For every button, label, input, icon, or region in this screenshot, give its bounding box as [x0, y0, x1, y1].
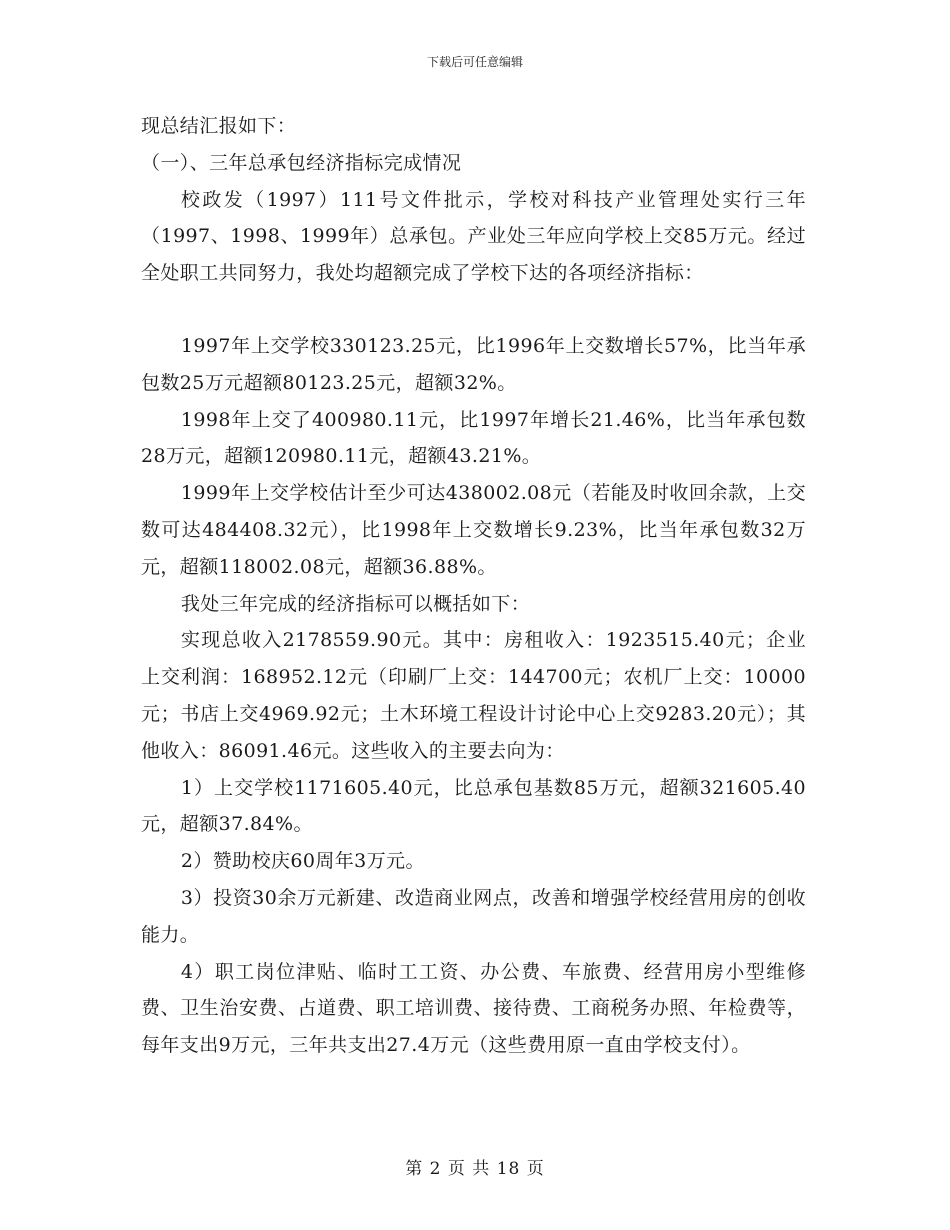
section-heading: （一）、三年总承包经济指标完成情况	[141, 151, 462, 174]
paragraph: 校政发（1997）111号文件批示，学校对科技产业管理处实行三年（1997、1998、1999年）总承包。产业处三年应向学校上交85万元。经过全处职工共同努力，我处均超额完成了学校下达的各项经济指标：	[141, 188, 806, 285]
list-item: 1）上交学校1171605.40元，比总承包基数85万元，超额321605.40元，超额37.84%。	[141, 776, 806, 836]
intro-line: 现总结汇报如下：	[141, 115, 297, 137]
document-body	[141, 108, 806, 1064]
list-item: 3）投资30余万元新建、改造商业网点，改善和增强学校经营用房的创收能力。	[141, 886, 806, 946]
paragraph: 实现总收入2178559.90元。其中：房租收入：1923515.40元；企业上交利润：168952.12元（印刷厂上交：144700元；农机厂上交：10000元；书店上交4969.92元；土木环境工程设计讨论中心上交9283.20元）；其他收入：86091.46元。这些收入的主要去向为：	[141, 629, 806, 762]
paragraph: 1997年上交学校330123.25元，比1996年上交数增长57%，比当年承包数25万元超额80123.25元，超额32%。	[141, 334, 806, 394]
blank-line	[141, 292, 806, 328]
page-header: 下载后可任意编辑	[426, 55, 523, 69]
list-item: 4）职工岗位津贴、临时工工资、办公费、车旅费、经营用房小型维修费、卫生治安费、占道费、职工培训费、接待费、工商税务办照、年检费等，每年支出9万元，三年共支出27.4万元（这些费用原一直由学校支付）。	[141, 960, 806, 1057]
paragraph: 1998年上交了400980.11元，比1997年增长21.46%，比当年承包数28万元，超额120980.11元，超额43.21%。	[141, 408, 806, 468]
page-footer: 第 2 页 共 18 页	[405, 1159, 545, 1179]
list-item: 2）赞助校庆60周年3万元。	[180, 850, 425, 873]
paragraph: 1999年上交学校估计至少可达438002.08元（若能及时收回余款，上交数可达484408.32元），比1998年上交数增长9.23%，比当年承包数32万元，超额118002.08元，超额36.88%。	[141, 482, 806, 578]
paragraph: 我处三年完成的经济指标可以概括如下：	[180, 592, 531, 615]
